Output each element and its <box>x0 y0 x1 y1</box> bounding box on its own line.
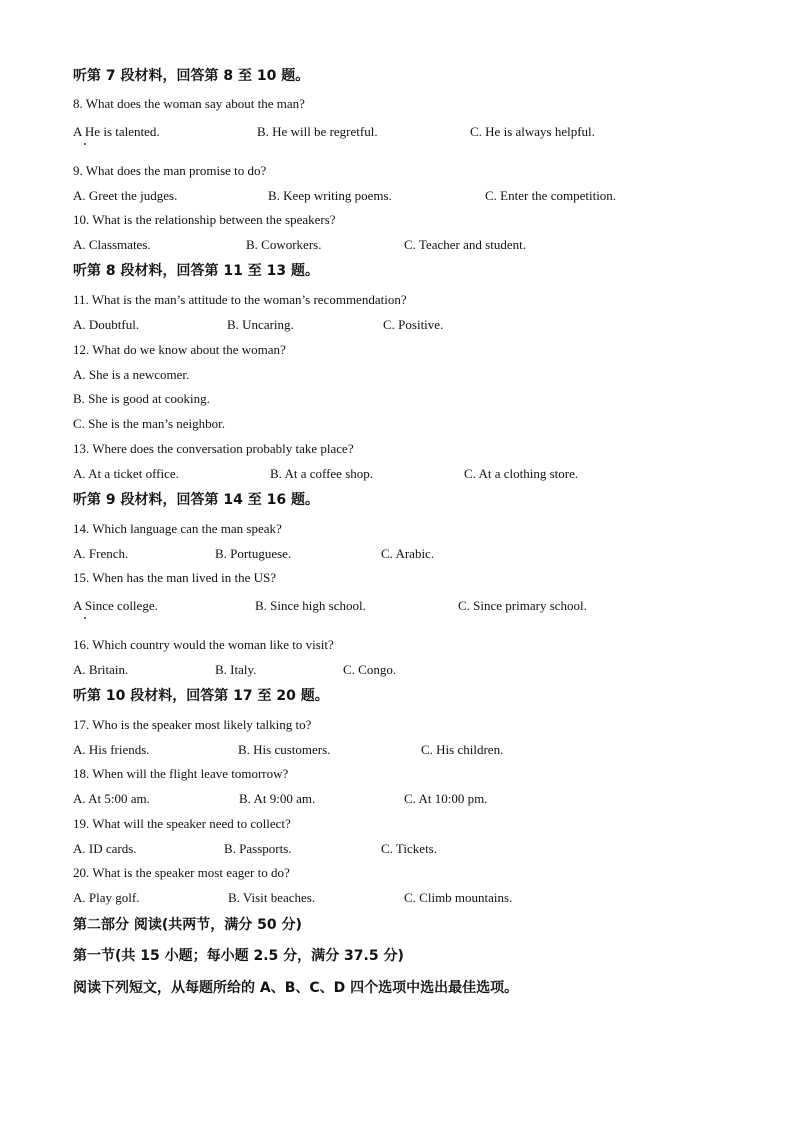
question-8: 8. What does the woman say about the man? <box>73 96 305 111</box>
option-17c: C. His children. <box>421 742 504 757</box>
option-15a: A Since college. <box>73 598 158 613</box>
question-18: 18. When will the flight leave tomorrow? <box>73 766 289 781</box>
question-16: 16. Which country would the woman like to visit? <box>73 637 334 652</box>
section-heading-10: 听第 10 段材料，回答第 17 至 20 题。 <box>73 688 329 704</box>
option-14c: C. Arabic. <box>381 546 435 561</box>
question-12: 12. What do we know about the woman? <box>73 342 286 357</box>
option-10a: A. Classmates. <box>73 237 151 252</box>
section-heading-7: 听第 7 段材料，回答第 8 至 10 题。 <box>73 68 310 84</box>
option-11a: A. Doubtful. <box>73 317 140 332</box>
option-12c: C. She is the man’s neighbor. <box>73 416 226 431</box>
option-14a: A. French. <box>73 546 129 561</box>
option-19b: B. Passports. <box>224 841 292 856</box>
option-11c: C. Positive. <box>383 317 444 332</box>
question-9: 9. What does the man promise to do? <box>73 163 267 178</box>
section-heading-8: 听第 8 段材料，回答第 11 至 13 题。 <box>73 263 319 279</box>
dot-mark <box>84 617 86 619</box>
option-9c: C. Enter the competition. <box>485 188 617 203</box>
question-14: 14. Which language can the man speak? <box>73 521 282 536</box>
option-8b: B. He will be regretful. <box>257 124 378 139</box>
option-16a: A. Britain. <box>73 662 129 677</box>
option-20b: B. Visit beaches. <box>228 890 316 905</box>
option-13b: B. At a coffee shop. <box>270 466 374 481</box>
option-9b: B. Keep writing poems. <box>268 188 392 203</box>
option-18b: B. At 9:00 am. <box>239 791 316 806</box>
part2-title: 第二部分 阅读(共两节，满分 50 分) <box>73 917 302 933</box>
option-15c: C. Since primary school. <box>458 598 587 613</box>
option-17b: B. His customers. <box>238 742 331 757</box>
option-15b: B. Since high school. <box>255 598 366 613</box>
option-14b: B. Portuguese. <box>215 546 292 561</box>
option-13c: C. At a clothing store. <box>464 466 579 481</box>
question-19: 19. What will the speaker need to collect? <box>73 816 291 831</box>
option-19c: C. Tickets. <box>381 841 437 856</box>
option-18a: A. At 5:00 am. <box>73 791 150 806</box>
option-19a: A. ID cards. <box>73 841 137 856</box>
option-10c: C. Teacher and student. <box>404 237 526 252</box>
option-16b: B. Italy. <box>215 662 257 677</box>
option-8c: C. He is always helpful. <box>470 124 595 139</box>
part2-section1: 第一节(共 15 小题；每小题 2.5 分，满分 37.5 分) <box>73 948 404 964</box>
option-16c: C. Congo. <box>343 662 397 677</box>
option-20c: C. Climb mountains. <box>404 890 513 905</box>
question-13: 13. Where does the conversation probably take place? <box>73 441 354 456</box>
option-9a: A. Greet the judges. <box>73 188 178 203</box>
dot-mark <box>84 143 86 145</box>
question-10: 10. What is the relationship between the speakers? <box>73 212 336 227</box>
option-10b: B. Coworkers. <box>246 237 322 252</box>
part2-instruction: 阅读下列短文，从每题所给的 A、B、C、D 四个选项中选出最佳选项。 <box>73 980 519 996</box>
option-20a: A. Play golf. <box>73 890 140 905</box>
option-8a: A He is talented. <box>73 124 160 139</box>
question-15: 15. When has the man lived in the US? <box>73 570 277 585</box>
option-12a: A. She is a newcomer. <box>73 367 190 382</box>
option-18c: C. At 10:00 pm. <box>404 791 488 806</box>
option-11b: B. Uncaring. <box>227 317 294 332</box>
option-17a: A. His friends. <box>73 742 150 757</box>
question-20: 20. What is the speaker most eager to do? <box>73 865 290 880</box>
question-17: 17. Who is the speaker most likely talking to? <box>73 717 312 732</box>
section-heading-9: 听第 9 段材料，回答第 14 至 16 题。 <box>73 492 319 508</box>
question-11: 11. What is the man’s attitude to the woman’s recommendation? <box>73 292 407 307</box>
option-13a: A. At a ticket office. <box>73 466 179 481</box>
option-12b: B. She is good at cooking. <box>73 391 210 406</box>
